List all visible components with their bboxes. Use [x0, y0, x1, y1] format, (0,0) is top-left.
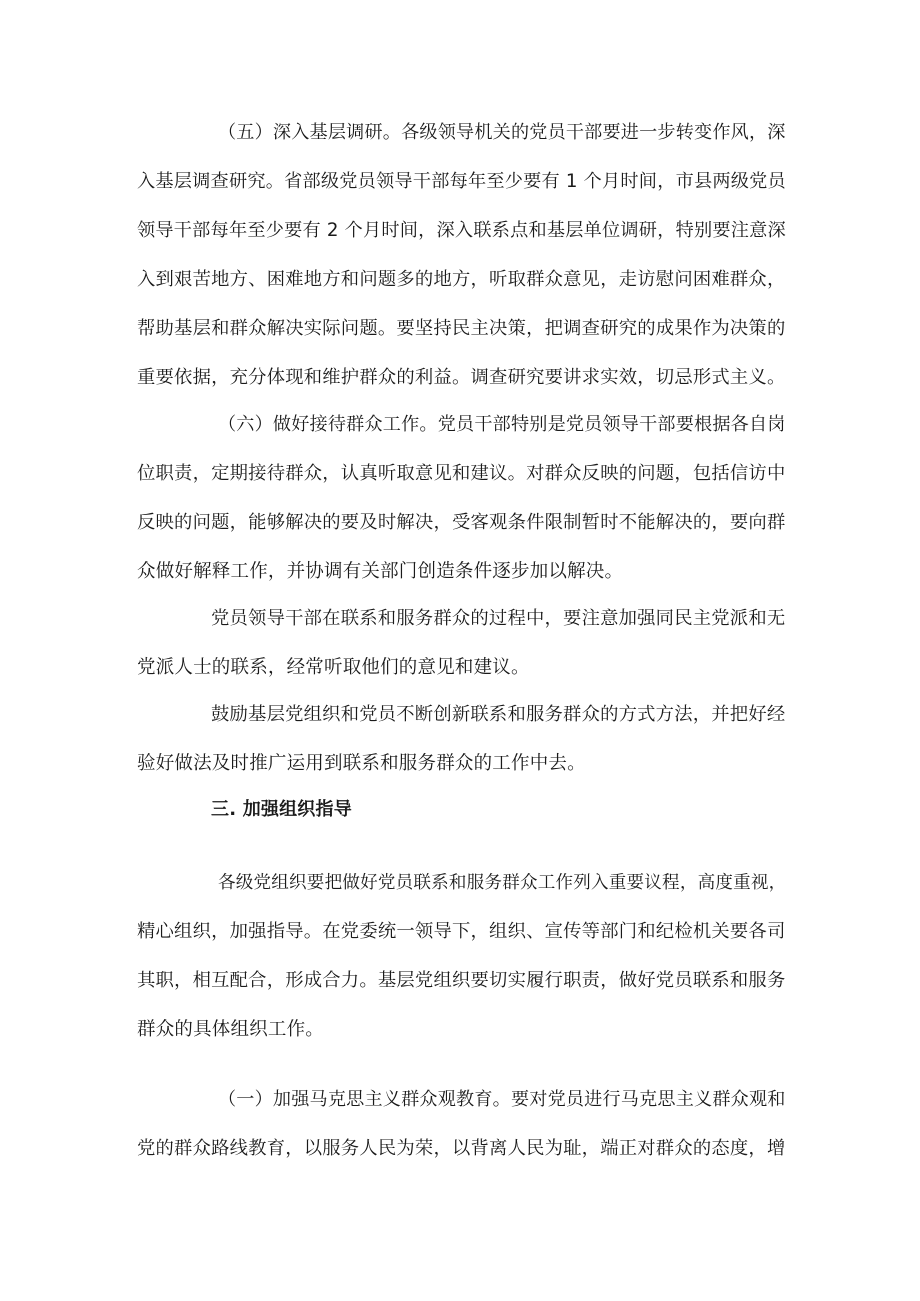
paragraph-1-line-1: （一）加强马克思主义群众观教育。要对党员进行马克思主义群众观和 — [218, 1089, 786, 1110]
paragraph-6-line-2: 位职责，定期接待群众，认真听取意见和建议。对群众反映的问题，包括信访中 — [137, 463, 786, 484]
paragraph-5-line-1: （五）深入基层调研。各级领导机关的党员干部要进一步转变作风，深 — [218, 122, 786, 143]
paragraph-5-line-4: 入到艰苦地方、困难地方和问题多的地方，听取群众意见，走访慰问困难群众， — [137, 269, 786, 290]
paragraph-6-line-3: 反映的问题，能够解决的要及时解决，受客观条件限制暂时不能解决的，要向群 — [137, 512, 786, 533]
paragraph-5-line-2: 入基层调查研究。省部级党员领导干部每年至少要有 1 个月时间，市县两级党员 — [137, 171, 786, 192]
paragraph-5-line-3: 领导干部每年至少要有 2 个月时间，深入联系点和基层单位调研，特别要注意深 — [137, 220, 786, 241]
paragraph-5-line-6: 重要依据，充分体现和维护群众的利益。调查研究要讲求实效，切忌形式主义。 — [137, 367, 786, 388]
paragraph-organization-line-4: 群众的具体组织工作。 — [137, 1019, 325, 1040]
section-heading: 三. 加强组织指导 — [211, 799, 352, 820]
paragraph-organization-line-2: 精心组织，加强指导。在党委统一领导下，组织、宣传等部门和纪检机关要各司 — [137, 921, 786, 942]
paragraph-6-line-1: （六）做好接待群众工作。党员干部特别是党员领导干部要根据各自岗 — [218, 414, 786, 435]
paragraph-5-line-5: 帮助基层和群众解决实际问题。要坚持民主决策，把调查研究的成果作为决策的 — [137, 318, 786, 339]
paragraph-democratic-line-2: 党派人士的联系，经常听取他们的意见和建议。 — [137, 657, 530, 678]
paragraph-organization-line-1: 各级党组织要把做好党员联系和服务群众工作列入重要议程，高度重视， — [218, 873, 787, 893]
paragraph-innovation-line-1: 鼓励基层党组织和党员不断创新联系和服务群众的方式方法，并把好经 — [211, 704, 786, 725]
paragraph-democratic-line-1: 党员领导干部在联系和服务群众的过程中，要注意加强同民主党派和无 — [211, 608, 786, 629]
paragraph-organization-line-3: 其职，相互配合，形成合力。基层党组织要切实履行职责，做好党员联系和服务 — [137, 970, 786, 991]
paragraph-6-line-4: 众做好解释工作，并协调有关部门创造条件逐步加以解决。 — [137, 561, 624, 582]
paragraph-1-line-2: 党的群众路线教育，以服务人民为荣，以背离人民为耻，端正对群众的态度，增 — [137, 1138, 786, 1159]
paragraph-innovation-line-2: 验好做法及时推广运用到联系和服务群众的工作中去。 — [137, 753, 586, 774]
